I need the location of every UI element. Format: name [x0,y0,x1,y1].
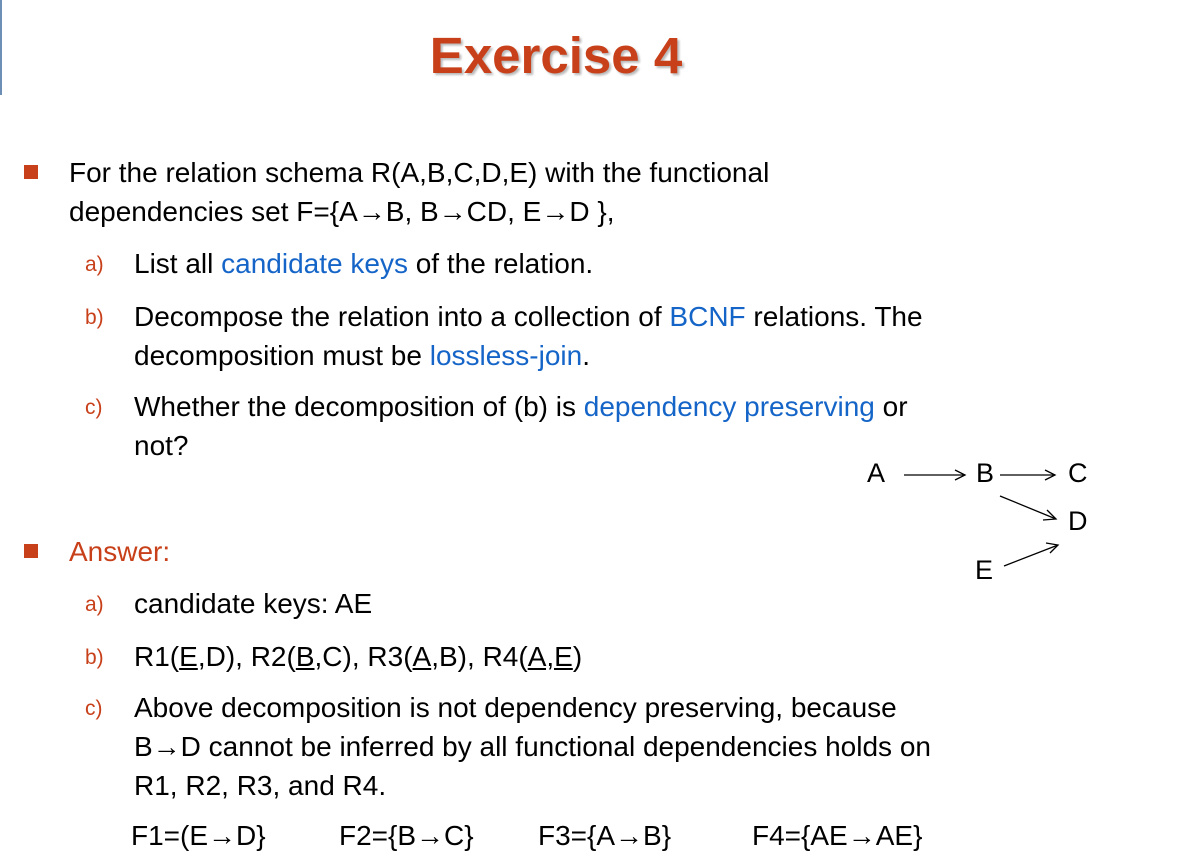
question-line-1: For the relation schema R(A,B,C,D,E) with the functional [69,157,770,188]
r3-close: ,B), [431,641,483,672]
answer-c-line-2: B→D cannot be inferred by all functional dependencies holds on [134,731,931,762]
r2-close: ,C), [314,641,368,672]
question-b-text: Decompose the relation into a collection of [134,301,670,332]
question-a-text: List all [134,248,222,279]
diagram-node-e: E [975,555,994,585]
question-a-text-end: of the relation. [407,248,594,279]
answer-label-a: a) [85,593,104,616]
r4-open: R4( [482,641,528,672]
r2-key: B [295,641,315,672]
answer-a: candidate keys: AE [134,588,373,619]
item-label-a: a) [85,253,104,276]
answer-label-c: c) [85,697,103,720]
answer-b [134,637,582,676]
item-label-c: c) [85,396,103,419]
question-c-line-2: not? [134,430,189,461]
term-candidate-keys: candidate keys [221,248,408,279]
fd-set-f3: F3={A→B} [538,820,672,851]
fd-set-f2: F2={B→C} [339,820,474,851]
diagram-node-b: B [976,458,995,488]
term-lossless-join: lossless-join [429,340,583,371]
question-b-text-end: relations. The [745,301,923,332]
r3-open: R3( [367,641,413,672]
term-dependency-preserving: dependency preserving [583,391,875,422]
question-c-text-end: or [874,391,908,422]
bullet-answer [24,544,38,558]
question-b-line2-text: decomposition must be [134,340,430,371]
answer-c-line-3: R1, R2, R3, and R4. [134,770,387,801]
r1-key: E [179,641,198,672]
slide-title: Exercise 4 [429,27,683,84]
r1-open: R1( [134,641,180,672]
r4-key: A,E [527,641,573,672]
r3-key: A [412,641,432,672]
item-label-b: b) [85,306,104,329]
fd-set-f4: F4={AE→AE} [752,820,923,851]
diagram-node-a: A [867,458,886,488]
diagram-node-d: D [1068,506,1088,536]
answer-heading: Answer: [69,536,171,567]
answer-label-b: b) [85,646,104,669]
question-b-line2-end: . [582,340,590,371]
diagram-node-c: C [1068,458,1088,488]
fd-set-f1: F1=(E→D} [131,820,266,851]
arrow-b-to-d [1000,496,1056,519]
question-line-2: dependencies set F={A→B, B→CD, E→D }, [69,196,615,227]
r2-open: R2( [250,641,296,672]
term-bcnf: BCNF [669,301,746,332]
arrow-e-to-d [1004,545,1058,566]
question-c-text: Whether the decomposition of (b) is [134,391,584,422]
r4-close: ) [572,641,583,672]
answer-c-line-1: Above decomposition is not dependency preserving, because [134,692,897,723]
r1-close: ,D), [197,641,251,672]
